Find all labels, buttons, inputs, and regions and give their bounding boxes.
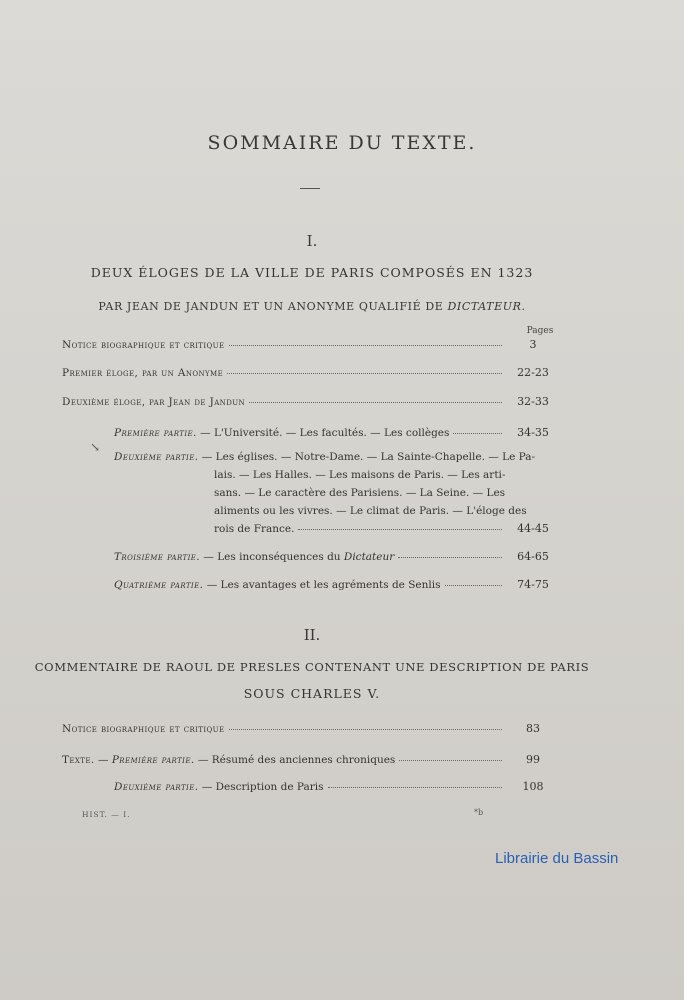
toc-entry-page: 3 xyxy=(529,338,537,351)
part-description: — Les avantages et les agréments de Senlis xyxy=(203,579,441,591)
toc-part-4 xyxy=(114,578,560,591)
toc-entry-page: 64-65 xyxy=(517,550,549,563)
toc-entry-notice xyxy=(62,338,560,351)
leader-dots xyxy=(229,344,503,346)
section-2-heading-line-2: SOUS CHARLES V. xyxy=(243,686,381,701)
title-rule xyxy=(300,188,320,189)
part-2-line-2: lais. — Les Halles. — Les maisons de Paris. — Les arti- xyxy=(214,469,506,481)
page-title: SOMMAIRE DU TEXTE. xyxy=(207,132,477,154)
leader-dots xyxy=(229,728,503,730)
gathering-mark: *b xyxy=(474,808,484,817)
margin-mark: ↘ xyxy=(90,440,101,454)
toc-entry-text: Notice biographique et critique xyxy=(62,339,225,351)
section-1-subheading xyxy=(0,300,624,313)
section-2-heading-line-1: COMMENTAIRE DE RAOUL DE PRESLES CONTENANT UNE DESCRIPTION DE PARIS xyxy=(34,660,590,674)
toc-entry-deuxieme-eloge xyxy=(62,395,560,408)
leader-dots xyxy=(445,584,502,586)
part-label: Deuxième partie. xyxy=(114,451,199,463)
watermark-text: Librairie du Bassin xyxy=(495,850,619,867)
leader-dots xyxy=(298,528,502,530)
toc-part-2 xyxy=(114,448,560,538)
part-2-line-1 xyxy=(114,448,560,466)
toc-entry-page: 22-23 xyxy=(517,366,549,379)
toc-entry-text: Premier éloge, par un Anonyme xyxy=(62,367,224,379)
section-1-numeral: I. xyxy=(306,232,318,250)
signature-mark: HIST. — I. xyxy=(82,810,131,819)
toc-entry-page: 99 xyxy=(526,753,540,766)
toc-entry-page: 32-33 xyxy=(517,395,549,408)
section-2-numeral: II. xyxy=(303,626,321,644)
leader-dots xyxy=(398,556,502,558)
toc-entry-page: 34-35 xyxy=(517,426,549,439)
part-text xyxy=(114,579,441,591)
part-label: Troisième partie. xyxy=(114,551,201,563)
leader-dots xyxy=(399,759,502,761)
toc-part-3 xyxy=(114,550,560,563)
part-description: — Les inconséquences du xyxy=(200,551,344,563)
toc-entry-notice-2 xyxy=(62,722,560,735)
part-2-line-4: aliments ou les vivres. — Le climat de Paris. — L'éloge des xyxy=(214,505,527,517)
toc-entry-text: Notice biographique et critique xyxy=(62,723,225,735)
part-text xyxy=(114,427,449,439)
part-label: Première partie. xyxy=(114,427,197,439)
toc-entry-page: 108 xyxy=(522,780,544,793)
leader-dots xyxy=(453,432,502,434)
toc-part-1 xyxy=(114,426,560,439)
toc-entry-text: Deuxième éloge, par Jean de Jandun xyxy=(62,396,246,408)
part-label: Quatrième partie. xyxy=(114,579,204,591)
toc-entry-page: 74-75 xyxy=(517,578,549,591)
part-text xyxy=(114,551,394,563)
part-label: Deuxième partie. xyxy=(114,781,199,793)
leader-dots xyxy=(227,372,502,374)
part-text xyxy=(114,781,324,793)
toc-entry-page: 83 xyxy=(526,722,540,735)
toc-entry-deuxieme-partie xyxy=(114,780,560,793)
part-description-italic: Dictateur xyxy=(343,551,395,563)
subheading-text: PAR JEAN DE JANDUN ET UN ANONYME QUALIFIÉ DE xyxy=(98,300,448,313)
part-line: rois de France. xyxy=(214,523,295,535)
section-1-heading: DEUX ÉLOGES DE LA VILLE DE PARIS COMPOSÉS EN 1323 xyxy=(90,265,534,280)
texte-label: Texte. xyxy=(62,754,95,766)
part-description: — L'Université. — Les facultés. — Les collèges xyxy=(196,427,450,439)
leader-dots xyxy=(249,401,502,403)
part-line: — Les églises. — Notre-Dame. — La Sainte-Chapelle. — Le Pa- xyxy=(198,451,536,463)
part-2-line-5 xyxy=(114,520,560,538)
toc-entry-premier-eloge xyxy=(62,366,560,379)
subheading-italic: DICTATEUR. xyxy=(447,300,526,313)
part-label: Première partie. xyxy=(111,754,195,766)
toc-entry-texte xyxy=(62,753,560,766)
part-description: — Description de Paris xyxy=(198,781,324,793)
part-2-line-3: sans. — Le caractère des Parisiens. — La Seine. — Les xyxy=(214,487,506,499)
leader-dots xyxy=(328,786,502,788)
pages-column-label: Pages xyxy=(526,326,554,336)
part-text: Texte. — Première partie. — Résumé des anciennes chroniques xyxy=(62,754,396,766)
toc-entry-page: 44-45 xyxy=(517,522,549,535)
part-description: — Résumé des anciennes chroniques xyxy=(194,754,396,766)
